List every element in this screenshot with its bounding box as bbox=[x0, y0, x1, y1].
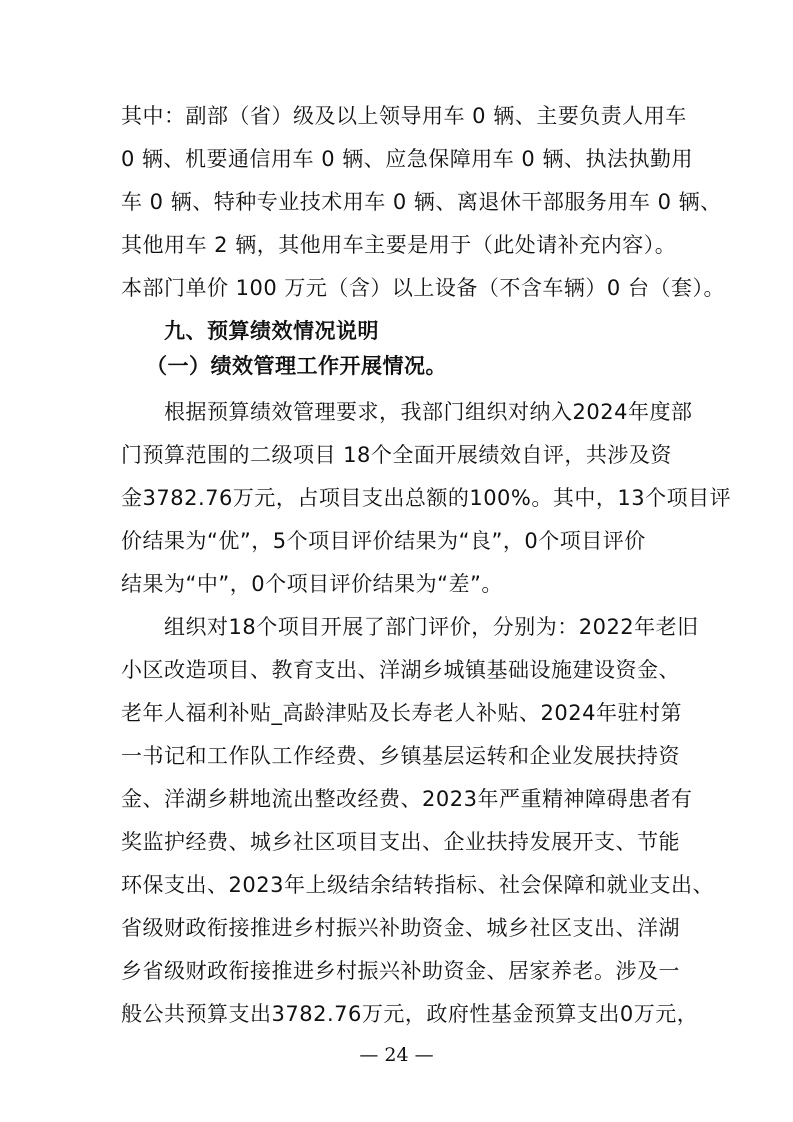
section-heading: 九、预算绩效情况说明 bbox=[164, 319, 379, 343]
paragraph-line: 金3782.76万元，占项目支出总额的100%。其中，13个项目评 bbox=[121, 486, 732, 510]
paragraph-line: 金、洋湖乡耕地流出整改经费、2023年严重精神障碍患者有 bbox=[121, 787, 693, 811]
paragraph-line: 结果为“中”，0个项目评价结果为“差”。 bbox=[121, 572, 503, 596]
paragraph-line: 其中：副部（省）级及以上领导用车 0 辆、主要负责人用车 bbox=[121, 104, 687, 128]
paragraph-line: 组织对18个项目开展了部门评价，分别为：2022年老旧 bbox=[164, 615, 699, 639]
paragraph-line: 一书记和工作队工作经费、乡镇基层运转和企业发展扶持资 bbox=[121, 744, 680, 768]
paragraph-line: 环保支出、2023年上级结余结转指标、社会保障和就业支出、 bbox=[121, 873, 714, 897]
paragraph-line: 车 0 辆、特种专业技术用车 0 辆、离退休干部服务用车 0 辆、 bbox=[121, 190, 722, 214]
paragraph-line: 根据预算绩效管理要求，我部门组织对纳入2024年度部 bbox=[164, 400, 693, 424]
paragraph-line: 价结果为“优”，5个项目评价结果为“良”，0个项目评价 bbox=[121, 529, 646, 553]
paragraph-line: 本部门单价 100 万元（含）以上设备（不含车辆）0 台（套）。 bbox=[121, 276, 725, 300]
subsection-heading: （一）绩效管理工作开展情况。 bbox=[146, 354, 447, 378]
paragraph-line: 省级财政衔接推进乡村振兴补助资金、城乡社区支出、洋湖 bbox=[121, 916, 680, 940]
paragraph-line: 般公共预算支出3782.76万元，政府性基金预算支出0万元， bbox=[121, 1002, 699, 1026]
paragraph-line: 0 辆、机要通信用车 0 辆、应急保障用车 0 辆、执法执勤用 bbox=[121, 147, 693, 171]
paragraph-line: 奖监护经费、城乡社区项目支出、企业扶持发展开支、节能 bbox=[121, 830, 680, 854]
paragraph-line: 门预算范围的二级项目 18个全面开展绩效自评，共涉及资 bbox=[121, 443, 672, 467]
paragraph-line: 小区改造项目、教育支出、洋湖乡城镇基础设施建设资金、 bbox=[121, 658, 680, 682]
paragraph-line: 其他用车 2 辆，其他用车主要是用于（此处请补充内容）。 bbox=[121, 233, 677, 257]
page-number: — 24 — bbox=[359, 1044, 434, 1066]
paragraph-line: 乡省级财政衔接推进乡村振兴补助资金、居家养老。涉及一 bbox=[121, 959, 680, 983]
paragraph-line: 老年人福利补贴_高龄津贴及长寿老人补贴、2024年驻村第 bbox=[121, 701, 682, 725]
